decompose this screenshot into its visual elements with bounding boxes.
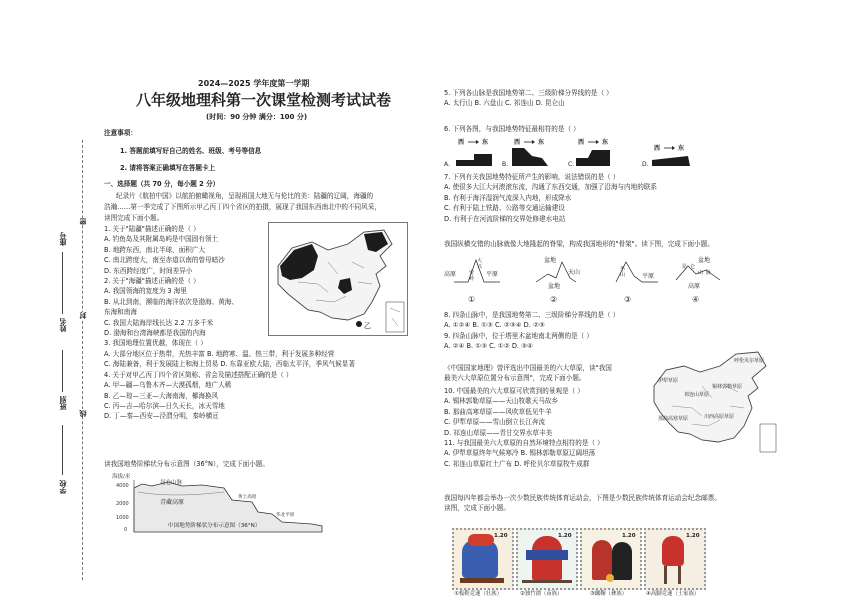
note-2: 2. 请将答案正确填写在答题卡上	[120, 164, 216, 172]
profile-kunlun: 昆仑山脉	[160, 480, 183, 486]
q4-option-c[interactable]: C. 丙—吉—哈尔滨—日久天长，冰天雪地	[104, 401, 225, 410]
q2-stem: 2. 关于"海疆"描述正确的是（ ）	[104, 277, 200, 286]
exam-title: 八年级地理科第一次课堂检测考试试卷	[136, 91, 392, 109]
svg-text:昆: 昆	[682, 264, 688, 270]
q9-stem: 9. 四条山脉中，位于塔里木盆地南北两侧的是（ ）	[444, 331, 593, 340]
china-province-map	[268, 222, 408, 336]
q6-opt-c: C.	[568, 161, 575, 168]
q7-option-c[interactable]: C. 有利于陆上铁路、公路等交通运输建设	[444, 204, 565, 213]
q7-option-b[interactable]: B. 有利于海洋湿润气流深入内地，形成降水	[444, 193, 572, 202]
q7-option-d[interactable]: D. 有利于在河流阶梯的交界处修建水电站	[444, 214, 566, 223]
q4-stem: 4. 关于对甲乙丙丁四个省区简称、省会及描述搭配正确的是（ ）	[104, 370, 293, 379]
stamp-1-label: ①板鞋竞速（壮族）	[454, 591, 502, 597]
stamp-intro-line-2: 读图，完成下面小题。	[444, 504, 510, 513]
section-heading: 一、选择题（共 70 分，每小题 2 分）	[104, 180, 220, 188]
q10-option-b[interactable]: B. 那曲高寒草原——风吹草低见牛羊	[444, 407, 552, 416]
q2-option-b[interactable]: B. 从北到南，濒临的海洋依次是渤海、黄海、	[104, 297, 238, 306]
svg-text:东: 东	[602, 139, 609, 146]
tick-2000: 2000	[116, 501, 129, 507]
profile-mountain: 黄土高原	[238, 495, 257, 500]
q1-option-c[interactable]: C. 南北跨度大，南至赤道以南的曾母暗沙	[104, 256, 225, 265]
stamp-2-value: 1.20	[558, 533, 572, 539]
seat-label: 座号	[59, 232, 67, 246]
tick-4000: 4000	[116, 483, 129, 489]
svg-text:仑: 仑	[690, 264, 696, 270]
svg-text:西: 西	[578, 139, 585, 146]
q11-options-cd[interactable]: C. 祁连山草原红土广布 D. 呼伦贝尔草原牧牛成群	[444, 459, 590, 468]
svg-text:平原: 平原	[642, 273, 655, 280]
q2-option-b-cont: 东海和南海	[104, 308, 137, 317]
stamp-2	[516, 528, 578, 590]
profile-caption: 中国地势阶梯状分布示意图（36°N）	[168, 523, 261, 529]
q7-option-a[interactable]: A. 使很多大江大河滚滚东流，沟通了东西交通，加强了沿海与内地的联系	[444, 183, 657, 192]
grass-naqu: 那曲高寒草原	[658, 416, 689, 422]
q8-9-block	[444, 310, 619, 352]
q4-option-d[interactable]: D. 丁—秦—西安—泾渭分明，秦岭横亘	[104, 412, 219, 421]
q6-profiles	[444, 136, 704, 170]
grass-intro-line-1: 《中国国家地理》曾评选出中国最美的六大草原，读"我国	[444, 364, 612, 372]
svg-text:东: 东	[538, 139, 545, 146]
q3-stem: 3. 我国地理位置优越，体现在（ ）	[104, 339, 207, 348]
grass-xilin: 锡林郭勒草原	[712, 384, 743, 390]
stamp-3-label: ③蹴鞠（彝族）	[590, 591, 628, 597]
name-label: 姓名	[59, 318, 67, 332]
q1-option-b[interactable]: B. 地跨东西，南北半球，面积广大	[104, 245, 206, 254]
school-label: 学校	[59, 480, 67, 494]
q10-stem: 10. 中国最美的六大草原可欣赏到的景观是（ ）	[444, 387, 584, 395]
q4-option-a[interactable]: A. 甲—疆—乌鲁木齐—大漠孤烟，地广人稀	[104, 381, 232, 390]
name-field[interactable]	[62, 278, 63, 314]
svg-text:东: 东	[678, 145, 685, 152]
stamp-intro-line-1: 我国每四年都会举办一次少数民族传统体育运动会，下图是少数民族传统体育运动会纪念邮票。	[444, 494, 721, 502]
q10-11-block	[444, 386, 604, 469]
notes-title: 注意事项：	[104, 129, 137, 137]
stamp-4-value: 1.20	[686, 533, 700, 539]
q4-option-b[interactable]: B. 乙—琼—三亚—大海南海，椰海换风	[104, 391, 219, 400]
q2-option-c[interactable]: C. 我国大陆海岸线长达 2.2 万多千米	[104, 318, 214, 327]
q6-stem: 6. 下列各图，与我国地势特征最相符的是（ ）	[444, 125, 580, 133]
q1-stem: 1. 关于"陆疆"描述正确的是（ ）	[104, 225, 200, 233]
q5-stem: 5. 下列各山脉是我国地势第二、三级阶梯分界线的是（ ）	[444, 89, 613, 97]
svg-text:脉: 脉	[706, 270, 712, 276]
relief-num-1: ①	[468, 295, 476, 304]
stamp-4	[644, 528, 706, 590]
intro-line-3: 读图完成下面小题。	[104, 214, 164, 222]
intro-line-1: 纪录片《航拍中国》以航拍俯瞰视角，呈现祖国大地无与伦比的美：陆疆的辽阔，海疆的	[116, 192, 374, 200]
q2-option-a[interactable]: A. 我国领海的宽度为 3 海里	[104, 287, 187, 296]
q5-options[interactable]: A. 太行山 B. 六盘山 C. 祁连山 D. 昆仑山	[444, 99, 565, 108]
stamp-4-label: ④高脚竞速（土家族）	[646, 591, 700, 597]
svg-text:西: 西	[514, 139, 521, 146]
section-read: 读我国地势阶梯状分布示意图（36°N），完成下面小题。	[104, 460, 269, 468]
tick-0: 0	[124, 527, 128, 533]
svg-text:东: 东	[482, 139, 489, 146]
class-field[interactable]	[62, 350, 63, 392]
seal-char-2: 封	[79, 312, 87, 319]
svg-text:大: 大	[477, 258, 483, 264]
q1-option-d[interactable]: D. 东西跨经度广，时间差异小	[104, 266, 193, 275]
q11-stem: 11. 与我国最美六大草原的自然环境特点相符的是（ ）	[444, 439, 604, 448]
tick-1000: 1000	[116, 515, 129, 521]
svg-text:山: 山	[698, 270, 704, 276]
stamp-intro	[444, 493, 721, 514]
svg-text:盆地: 盆地	[698, 257, 711, 264]
svg-text:天山: 天山	[568, 269, 581, 276]
grass-intro	[444, 363, 612, 384]
school-year: 2024—2025 学年度第一学期	[198, 79, 310, 88]
q6-opt-a: A.	[444, 161, 450, 168]
class-label: 班别	[59, 396, 67, 410]
svg-text:岭: 岭	[469, 276, 475, 282]
q3-options-ab[interactable]: A. 大部分地区位于热带，光热丰富 B. 地跨寒、温、热三带，利于发展多种经营	[104, 349, 335, 358]
profile-ylabel: 海拔/米	[112, 474, 131, 480]
exam-meta: (时间：90 分钟 满分：100 分)	[206, 113, 308, 121]
svg-text:安: 安	[469, 270, 475, 276]
q7-stem: 7. 下列有关我国地势特征所产生的影响，说法错误的是（ ）	[444, 173, 620, 181]
q9-options[interactable]: A. ②④ B. ①③ C. ①② D. ③④	[444, 342, 533, 351]
grass-chuanxi: 川西高原草原	[704, 414, 735, 420]
relief-num-4: ④	[692, 295, 700, 304]
q11-options-ab[interactable]: A. 伊犁草原终年气候寒冷 B. 锡林郭勒草原辽阔坦荡	[444, 449, 596, 458]
stamp-3	[580, 528, 642, 590]
q8-options[interactable]: A. ①②④ B. ①③ C. ②③④ D. ②③	[444, 321, 545, 330]
svg-text:山: 山	[620, 272, 626, 278]
stamp-3-value: 1.20	[622, 533, 636, 539]
q3-options-cd[interactable]: C. 海陆兼备，利于发展陆上和海上贸易 D. 东靠亚欧大陆，西临太平洋，季风气候显著	[104, 360, 355, 369]
q6-opt-b: B.	[502, 161, 509, 168]
intro-line-2: 浩瀚……第一季完成了下图所示甲乙丙丁四个省区的拍摄，展现了我国东西南北中的不同风采，	[104, 203, 381, 211]
svg-text:高原: 高原	[444, 271, 457, 278]
q7-block	[444, 172, 657, 224]
stamp-1	[452, 528, 514, 590]
svg-text:盆地: 盆地	[548, 283, 561, 290]
q6-opt-d: D.	[642, 161, 649, 168]
svg-text:西: 西	[458, 139, 465, 146]
seal-char-3: 线	[79, 410, 87, 417]
q10-option-d[interactable]: D. 祁连山草原——青甘交界水草丰美	[444, 428, 553, 437]
q10-option-a[interactable]: A. 锡林郭勒草原——天山牧歌天马故乡	[444, 397, 559, 406]
relief-num-2: ②	[550, 295, 558, 304]
svg-text:平原: 平原	[486, 271, 499, 278]
stamp-2-label: ②独竹漂（苗族）	[520, 591, 563, 597]
grass-yili: 伊犁草原	[658, 378, 679, 384]
note-1: 1. 答题前填写好自己的姓名、班级、考号等信息	[120, 147, 262, 155]
seal-line	[82, 140, 83, 580]
svg-text:兴: 兴	[477, 264, 483, 270]
mountain-sketches	[444, 252, 734, 306]
grass-intro-line-2: 最美六大草原位置分布示意图"，完成下面小题。	[444, 374, 586, 383]
q10-option-c[interactable]: C. 伊犁草原——雪山倒立长江奔流	[444, 418, 546, 427]
q1-option-a[interactable]: A. 钓鱼岛及其附属岛屿是中国固有领土	[104, 235, 219, 244]
grass-qilian: 祁连山草原	[684, 392, 710, 398]
profile-plain: 华北平原	[276, 513, 295, 518]
svg-text:巫: 巫	[620, 266, 626, 272]
stamp-row	[452, 528, 704, 602]
q2-option-d[interactable]: D. 渤海和台湾海峡都是我国的内海	[104, 329, 206, 338]
stamp-1-value: 1.20	[494, 533, 508, 539]
profile-plateau: 青藏高原	[160, 499, 185, 506]
grass-hulunbuir: 呼伦贝尔草原	[734, 358, 765, 364]
seal-char-1: 密	[79, 218, 87, 225]
grassland-map	[648, 346, 780, 454]
q5-block	[444, 88, 613, 109]
relief-intro: 我国纵横交错的山脉就像大地隆起的脊梁，构成我国地形的"骨架"。读下图，完成下面小题。	[444, 240, 714, 248]
svg-text:盆地: 盆地	[544, 257, 557, 264]
q8-stem: 8. 四条山脉中，是我国地势第二、三级阶梯分界线的是（ ）	[444, 311, 620, 319]
school-field[interactable]	[62, 425, 63, 475]
relief-num-3: ③	[624, 295, 632, 304]
svg-text:高原: 高原	[688, 283, 701, 290]
map-label-yi: 乙	[364, 322, 371, 330]
svg-text:西: 西	[654, 145, 661, 152]
